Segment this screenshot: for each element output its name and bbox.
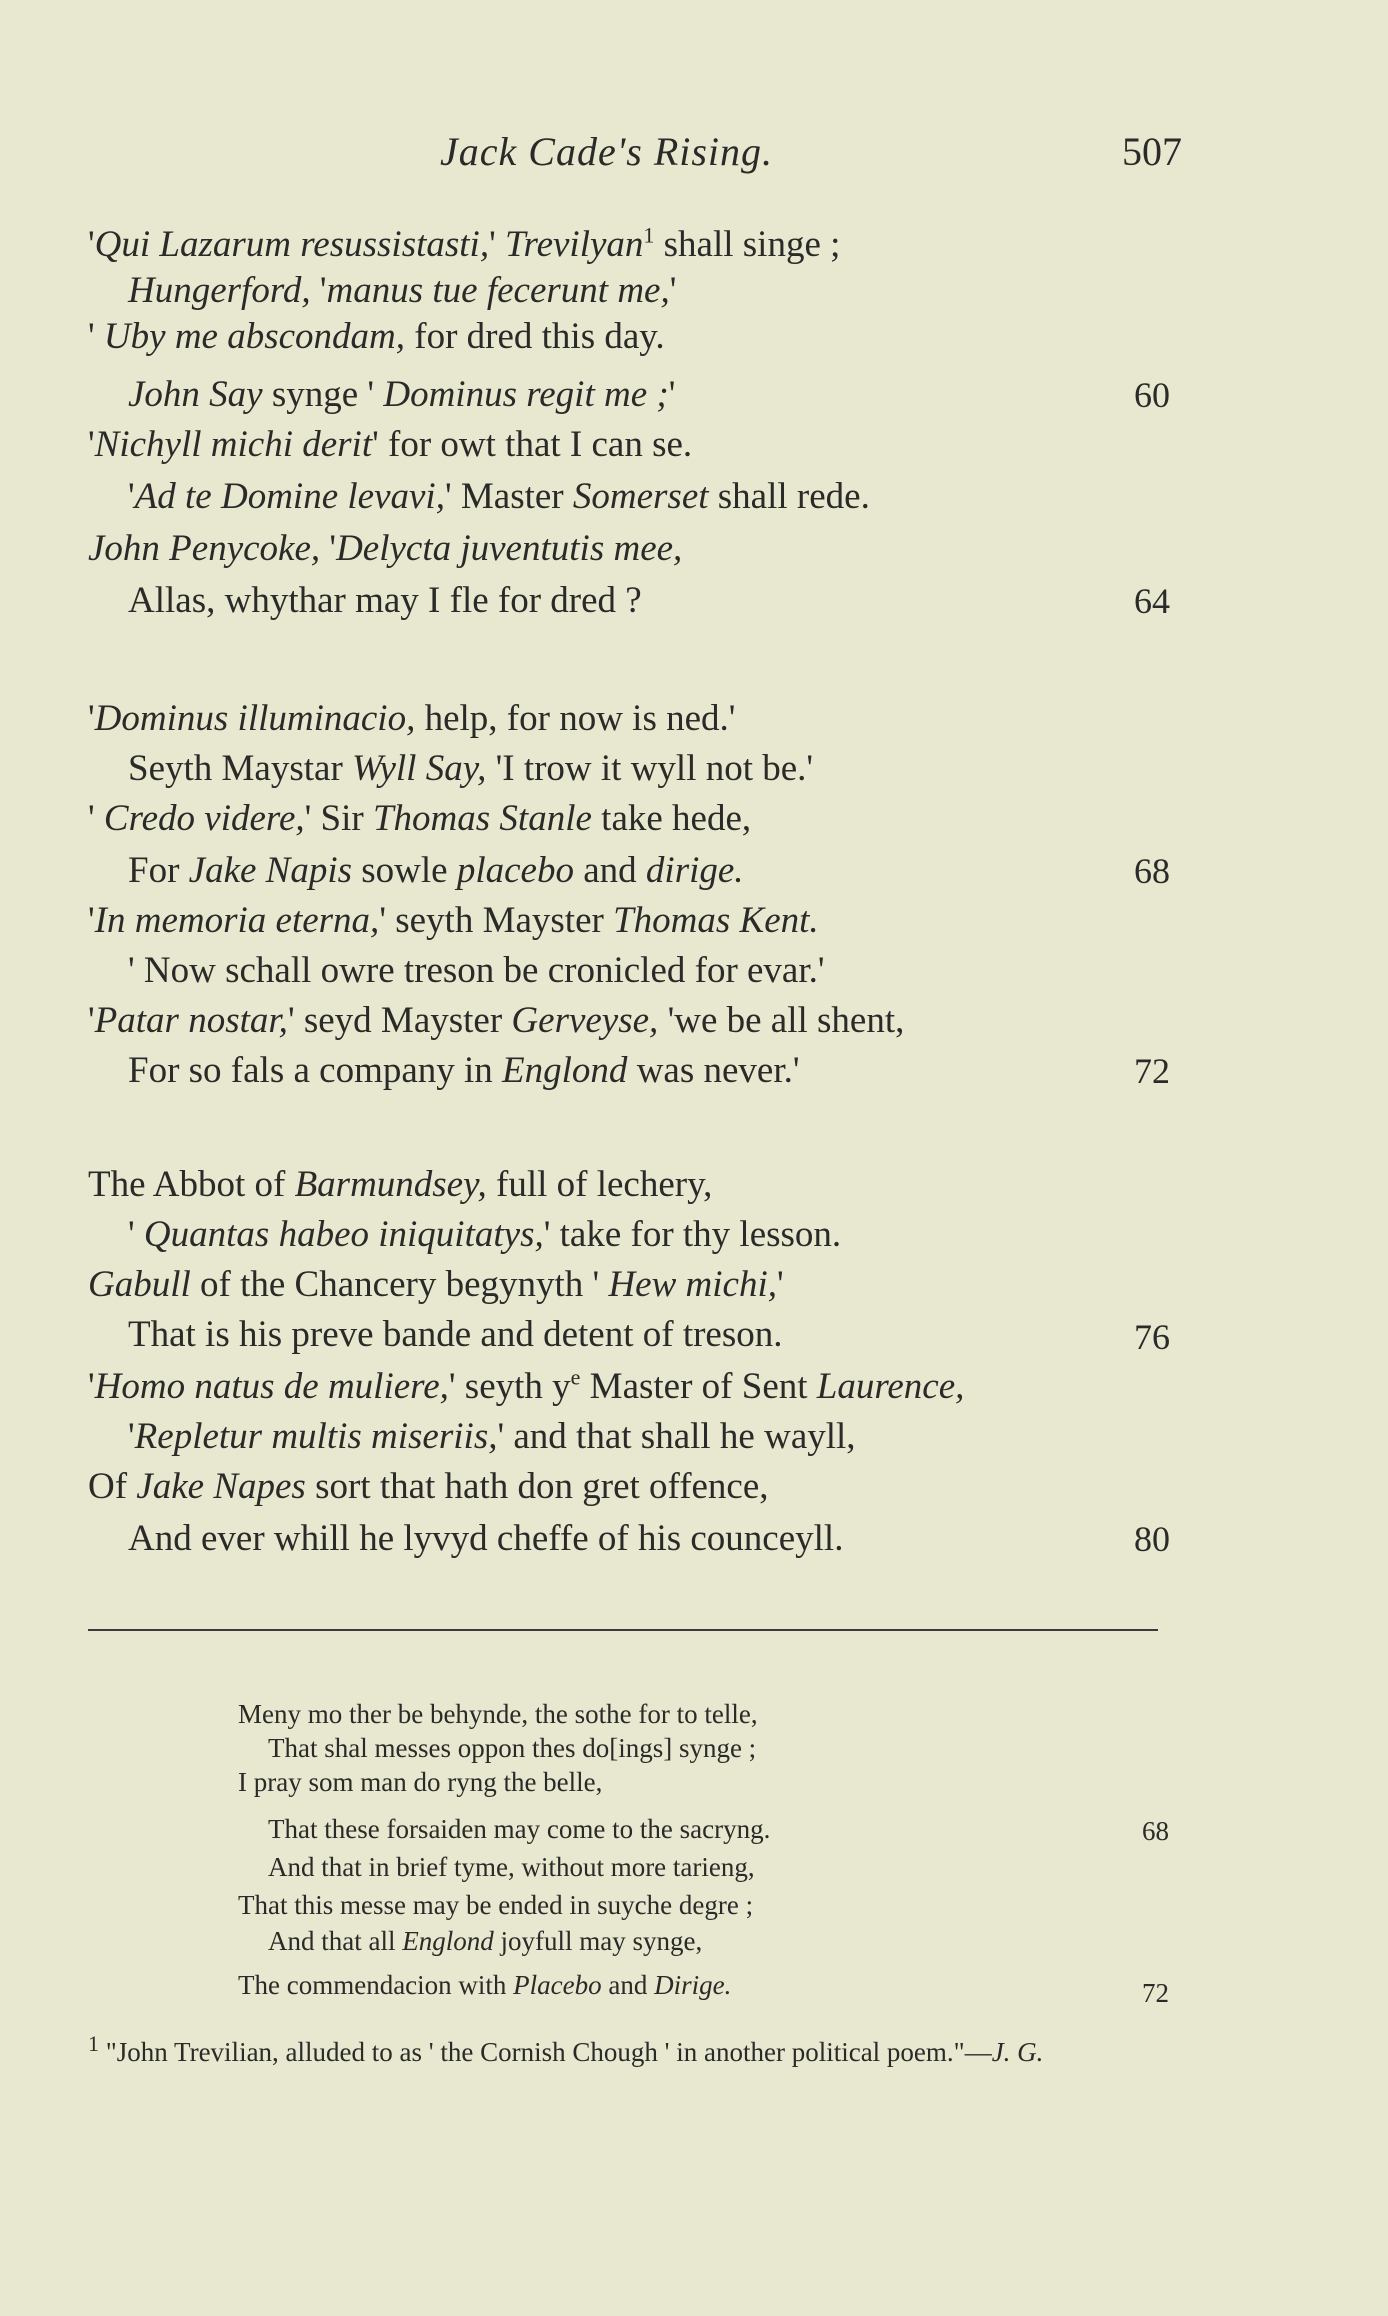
text-run: ' take for thy lesson.	[543, 1214, 842, 1255]
text-run: ' seyd Mayster	[287, 1000, 512, 1041]
line-number: 60	[1134, 375, 1170, 415]
text-run: '	[88, 798, 104, 839]
text-run: ' seyth y	[448, 1366, 571, 1407]
text-run: '	[669, 270, 677, 311]
poem-line	[128, 848, 1228, 894]
divider-rule	[88, 1629, 1158, 1631]
text-run: of the Chancery begynyth '	[190, 1264, 609, 1305]
text-run: synge '	[262, 374, 384, 415]
italic-text: Englond	[402, 1926, 494, 1956]
superscript: 1	[88, 2031, 99, 2056]
text-run: '	[88, 424, 95, 465]
note-line	[238, 1968, 731, 2002]
text-run: '	[489, 224, 506, 265]
poem-line	[88, 1464, 1188, 1510]
poem-line	[88, 422, 1188, 468]
note-line	[268, 1731, 756, 1765]
italic-text: In memoria eterna,	[94, 900, 380, 941]
italic-text: Qui Lazarum resussistasti,	[94, 224, 490, 265]
text-run: '	[88, 224, 95, 265]
italic-text: Dominus illuminacio,	[94, 698, 416, 739]
italic-text: Placebo	[513, 1970, 602, 2000]
italic-text: Trevilyan	[505, 224, 644, 265]
text-run: '	[88, 1000, 95, 1041]
note-line	[238, 1697, 758, 1731]
italic-text: Thomas Stanle	[372, 798, 592, 839]
text-run: For	[128, 850, 189, 891]
text-run: The commendacion with	[238, 1970, 514, 2000]
text-run: ' for owt that I can se.	[372, 424, 693, 465]
text-run: ' and that shall he wayll,	[497, 1416, 856, 1457]
italic-text: Jake Napes	[136, 1466, 306, 1507]
italic-text: dirige.	[645, 850, 744, 891]
note-line	[268, 1850, 755, 1884]
text-run: and	[573, 850, 646, 891]
text-run: ' Now schall owre treson be cronicled for evar.'	[128, 950, 825, 991]
poem-line	[88, 998, 1188, 1044]
poem-line	[88, 796, 1188, 842]
text-run: That this messe may be ended in suyche degre ;	[238, 1890, 754, 1920]
poem-line	[128, 474, 1228, 520]
text-run: take hede,	[591, 798, 752, 839]
poem-line	[88, 314, 1188, 360]
italic-text: Ad te Domine levavi,	[134, 476, 445, 517]
text-run: '	[128, 476, 135, 517]
poem-line	[128, 1312, 1228, 1358]
text-run: and	[601, 1970, 655, 2000]
note-line	[238, 1765, 602, 1799]
poem-line	[128, 268, 1228, 314]
text-run: And ever whill he lyvyd cheffe of his counceyll.	[128, 1518, 844, 1559]
italic-text: Barmundsey,	[294, 1164, 487, 1205]
poem-line	[128, 372, 1228, 418]
poem-line	[88, 696, 1188, 742]
poem-line	[88, 1262, 1188, 1308]
italic-text: Dominus regit me ;	[383, 374, 669, 415]
text-run: '	[310, 270, 327, 311]
poem-line	[128, 1212, 1228, 1258]
italic-text: Thomas Kent.	[613, 900, 819, 941]
text-run: sowle	[352, 850, 457, 891]
text-run: help, for now is ned.'	[415, 698, 736, 739]
italic-text: Laurence,	[816, 1366, 965, 1407]
text-run: '	[320, 528, 337, 569]
text-run: '	[88, 698, 95, 739]
line-number: 68	[1134, 851, 1170, 891]
poem-line	[88, 222, 1188, 268]
poem-line	[128, 578, 1228, 624]
poem-line	[88, 526, 1188, 572]
italic-text: Somerset	[572, 476, 709, 517]
superscript: e	[570, 1364, 581, 1390]
poem-line	[88, 1364, 1188, 1410]
text-run: shall singe ;	[654, 224, 841, 265]
italic-text: John Say	[128, 374, 263, 415]
text-run: That these forsaiden may come to the sacryng.	[268, 1814, 771, 1844]
italic-text: placebo	[456, 850, 574, 891]
note-line	[268, 1924, 702, 1958]
italic-text: Hungerford,	[128, 270, 311, 311]
text-run: '	[128, 1214, 144, 1255]
footnote	[88, 2031, 1188, 2070]
text-run: '	[88, 1366, 95, 1407]
text-run: 'I trow it wyll not be.'	[486, 748, 814, 789]
page-header	[0, 128, 1388, 178]
poem-line	[128, 1516, 1228, 1562]
poem-line	[128, 1414, 1228, 1460]
italic-text: Nichyll michi derit	[94, 424, 373, 465]
italic-text: Repletur multis miseriis,	[134, 1416, 498, 1457]
poem-line	[128, 948, 1228, 994]
italic-text: J. G.	[991, 2037, 1044, 2067]
running-title: Jack Cade's Rising.	[440, 129, 774, 174]
poem-line	[128, 746, 1228, 792]
italic-text: Hew michi,	[608, 1264, 777, 1305]
poem-line	[88, 898, 1188, 944]
note-line-number: 68	[1142, 1816, 1169, 1846]
text-run: ' seyth Mayster	[379, 900, 614, 941]
line-number: 76	[1134, 1317, 1170, 1357]
text-run: full of lechery,	[486, 1164, 713, 1205]
text-run: Meny mo ther be behynde, the sothe for to telle,	[238, 1699, 758, 1729]
note-line-number: 72	[1142, 1978, 1169, 2008]
italic-text: Patar nostar,	[94, 1000, 288, 1041]
poem-line	[128, 1048, 1228, 1094]
text-run: That shal messes oppon thes do[ings] synge ;	[268, 1733, 757, 1763]
text-run: That is his preve bande and detent of treson.	[128, 1314, 783, 1355]
text-run: ' Sir	[304, 798, 373, 839]
italic-text: Englond	[502, 1050, 628, 1091]
text-run: joyfull may synge,	[493, 1926, 703, 1956]
note-line	[268, 1812, 770, 1846]
italic-text: Wyll Say,	[352, 748, 487, 789]
text-run: '	[128, 1416, 135, 1457]
text-run: I pray som man do ryng the belle,	[238, 1767, 603, 1797]
text-run: '	[88, 316, 104, 357]
italic-text: Jake Napis	[188, 850, 353, 891]
italic-text: Uby me abscondam,	[103, 316, 405, 357]
italic-text: Homo natus de muliere,	[94, 1366, 449, 1407]
text-run: '	[776, 1264, 784, 1305]
italic-text: John Penycoke,	[88, 528, 321, 569]
superscript: 1	[643, 222, 655, 248]
text-run: '	[88, 900, 95, 941]
line-number: 80	[1134, 1519, 1170, 1559]
poem-line	[88, 1162, 1188, 1208]
text-run: Of	[88, 1466, 137, 1507]
text-run: The Abbot of	[88, 1164, 295, 1205]
italic-text: Gerveyse,	[511, 1000, 659, 1041]
text-run: And that in brief tyme, without more tarieng,	[268, 1852, 755, 1882]
text-run: ' Master	[444, 476, 573, 517]
italic-text: Delycta juventutis mee,	[336, 528, 683, 569]
text-run: Allas, whythar may I fle for dred ?	[128, 580, 642, 621]
text-run: 'we be all shent,	[658, 1000, 905, 1041]
page-number: 507	[1122, 129, 1182, 174]
italic-text: Gabull	[88, 1264, 191, 1305]
text-run: "John Trevilian, alluded to as ' the Cornish Chough ' in another political poem."—	[99, 2037, 992, 2067]
text-run: For so fals a company in	[128, 1050, 503, 1091]
line-number: 72	[1134, 1051, 1170, 1091]
text-run: shall rede.	[708, 476, 870, 517]
line-number: 64	[1134, 581, 1170, 621]
text-run: sort that hath don gret offence,	[305, 1466, 769, 1507]
italic-text: manus tue fecerunt me,	[326, 270, 670, 311]
italic-text: Dirige.	[654, 1970, 732, 2000]
text-run: '	[668, 374, 676, 415]
text-run: And that all	[268, 1926, 403, 1956]
note-line	[238, 1888, 753, 1922]
text-run: Seyth Maystar	[128, 748, 353, 789]
text-run: Master of Sent	[580, 1366, 817, 1407]
text-run: for dred this day.	[405, 316, 665, 357]
italic-text: Credo videre,	[103, 798, 305, 839]
italic-text: Quantas habeo iniquitatys,	[143, 1214, 544, 1255]
text-run: was never.'	[627, 1050, 800, 1091]
